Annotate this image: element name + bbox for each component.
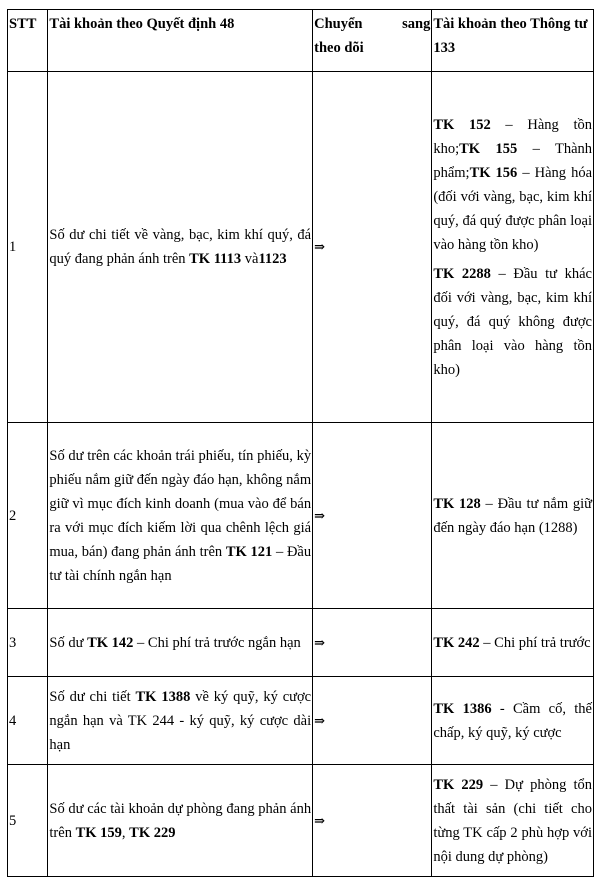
row5-tt133-text: – Dự phòng tổn thất tài sản (chi tiết cho từng TK cấp 2 phù hợp với nội dung dự phòng): [433, 776, 593, 865]
row1-qd48: [48, 72, 313, 423]
row4-tk1388: TK 1388: [135, 688, 191, 705]
row2-tk121: TK 121: [225, 543, 273, 560]
row1-tk152-text: – Hàng tồn kho;: [433, 116, 593, 157]
row1-tk156: TK 156: [469, 164, 518, 181]
row2-tt133: [432, 423, 594, 609]
row1-tk155-text: – Thành phẩm;: [433, 140, 593, 181]
row5-tt133: [432, 765, 594, 877]
row4-tk1386-text: - Cầm cố, thế chấp, ký quỹ, ký cược: [433, 700, 592, 741]
row1-qd48-text: Số dư chi tiết về vàng, bạc, kim khí quý, đá quý đang phản ánh trên: [49, 227, 312, 267]
header-stt: STT: [8, 10, 48, 72]
row1-arrow: [313, 72, 432, 423]
table-row-3: [8, 609, 594, 677]
table-row-5: [8, 765, 594, 877]
row5-qd48: [48, 765, 313, 877]
header-sang-word: sang: [402, 16, 431, 32]
row4-qd48-text: Số dư chi tiết: [49, 688, 136, 705]
row1-qd48-text2: và: [241, 251, 259, 267]
row5-qd48-text: Số dư các tài khoản dự phòng đang phản ánh trên: [49, 800, 312, 841]
row4-tk1386: TK 1386: [433, 700, 492, 717]
arrow-icon: ⇒: [314, 239, 326, 254]
row2-tk128-text: – Đầu tư nắm giữ đến ngày đáo hạn (1288): [433, 495, 592, 536]
row1-tk2288: TK 2288: [433, 265, 491, 282]
row1-tt133-block2: [433, 262, 592, 382]
row1-tt133: [432, 72, 594, 423]
row3-stt: 3: [8, 609, 48, 677]
row2-stt: 2: [8, 423, 48, 609]
row4-tt133: [432, 677, 594, 765]
account-mapping-table: [7, 9, 594, 877]
header-qd48: Tài khoản theo Quyết định 48: [48, 10, 313, 72]
row5-tk229: TK 229: [129, 824, 176, 841]
row1-qd48-account-1123: 1123: [258, 251, 287, 267]
row1-tk2288-text: – Đầu tư khác đối với vàng, bạc, kim khí quý, đá quý không được phân loại vào hàng tồn kho): [433, 265, 592, 378]
row4-arrow: [313, 677, 432, 765]
row1-tt133-block1: [433, 113, 592, 257]
table-row-2: [8, 423, 594, 609]
row4-stt: 4: [8, 677, 48, 765]
header-row: [8, 10, 594, 72]
row5-stt: 5: [8, 765, 48, 877]
table-row-4: [8, 677, 594, 765]
header-chuyen: [313, 10, 432, 72]
row1-tk156-text: – Hàng hóa (đối với vàng, bạc, kim khí quý, đá quý được phân loại vào hàng tồn kho): [433, 164, 592, 253]
row1-tk152: TK 152: [433, 116, 491, 133]
row1-stt: 1: [8, 72, 48, 423]
row2-arrow: [313, 423, 432, 609]
row4-qd48-text2: về ký quỹ, ký cược ngắn hạn và TK 244 - ký quỹ, ký cược dài hạn: [49, 688, 312, 753]
row2-qd48-text: Số dư trên các khoản trái phiếu, tín phiếu, kỳ phiếu nắm giữ đến ngày đáo hạn, không nắm giữ vì mục đích kinh doanh (mua vào để bán ra với mục đích kiếm lời qua chênh lệch giá mua, bán) đang phản ánh trên: [49, 447, 312, 560]
header-theo-doi: theo dõi: [314, 40, 364, 56]
row3-tt133: [432, 609, 594, 677]
header-tt133: Tài khoản theo Thông tư 133: [432, 10, 594, 72]
row3-tk242-text: – Chi phí trả trước: [479, 634, 591, 651]
row1-tk155: TK 155: [459, 140, 518, 157]
row2-qd48: [48, 423, 313, 609]
row5-qd48-sep: ,: [121, 824, 130, 841]
row3-tk142: TK 142: [87, 634, 134, 651]
row2-qd48-text2: – Đầu tư tài chính ngắn hạn: [49, 543, 312, 584]
table-row-1: [8, 72, 594, 423]
row3-arrow: [313, 609, 432, 677]
arrow-icon: ⇒: [314, 712, 326, 728]
row3-qd48-text2: – Chi phí trả trước ngắn hạn: [133, 634, 301, 651]
arrow-icon: ⇒: [314, 634, 326, 650]
header-chuyen-word: Chuyển: [314, 16, 363, 32]
row5-tk159: TK 159: [75, 824, 122, 841]
arrow-icon: ⇒: [314, 812, 326, 828]
row1-qd48-account-1113: TK 1113: [189, 251, 242, 267]
row5-tt133-tk229: TK 229: [433, 776, 484, 793]
row5-arrow: [313, 765, 432, 877]
row2-tk128: TK 128: [433, 495, 481, 512]
row3-tk242: TK 242: [433, 634, 480, 651]
row3-qd48: [48, 609, 313, 677]
row3-qd48-text: Số dư: [49, 634, 88, 651]
row4-qd48: [48, 677, 313, 765]
header-chuyen-line1: [314, 12, 430, 36]
arrow-icon: ⇒: [314, 507, 326, 523]
